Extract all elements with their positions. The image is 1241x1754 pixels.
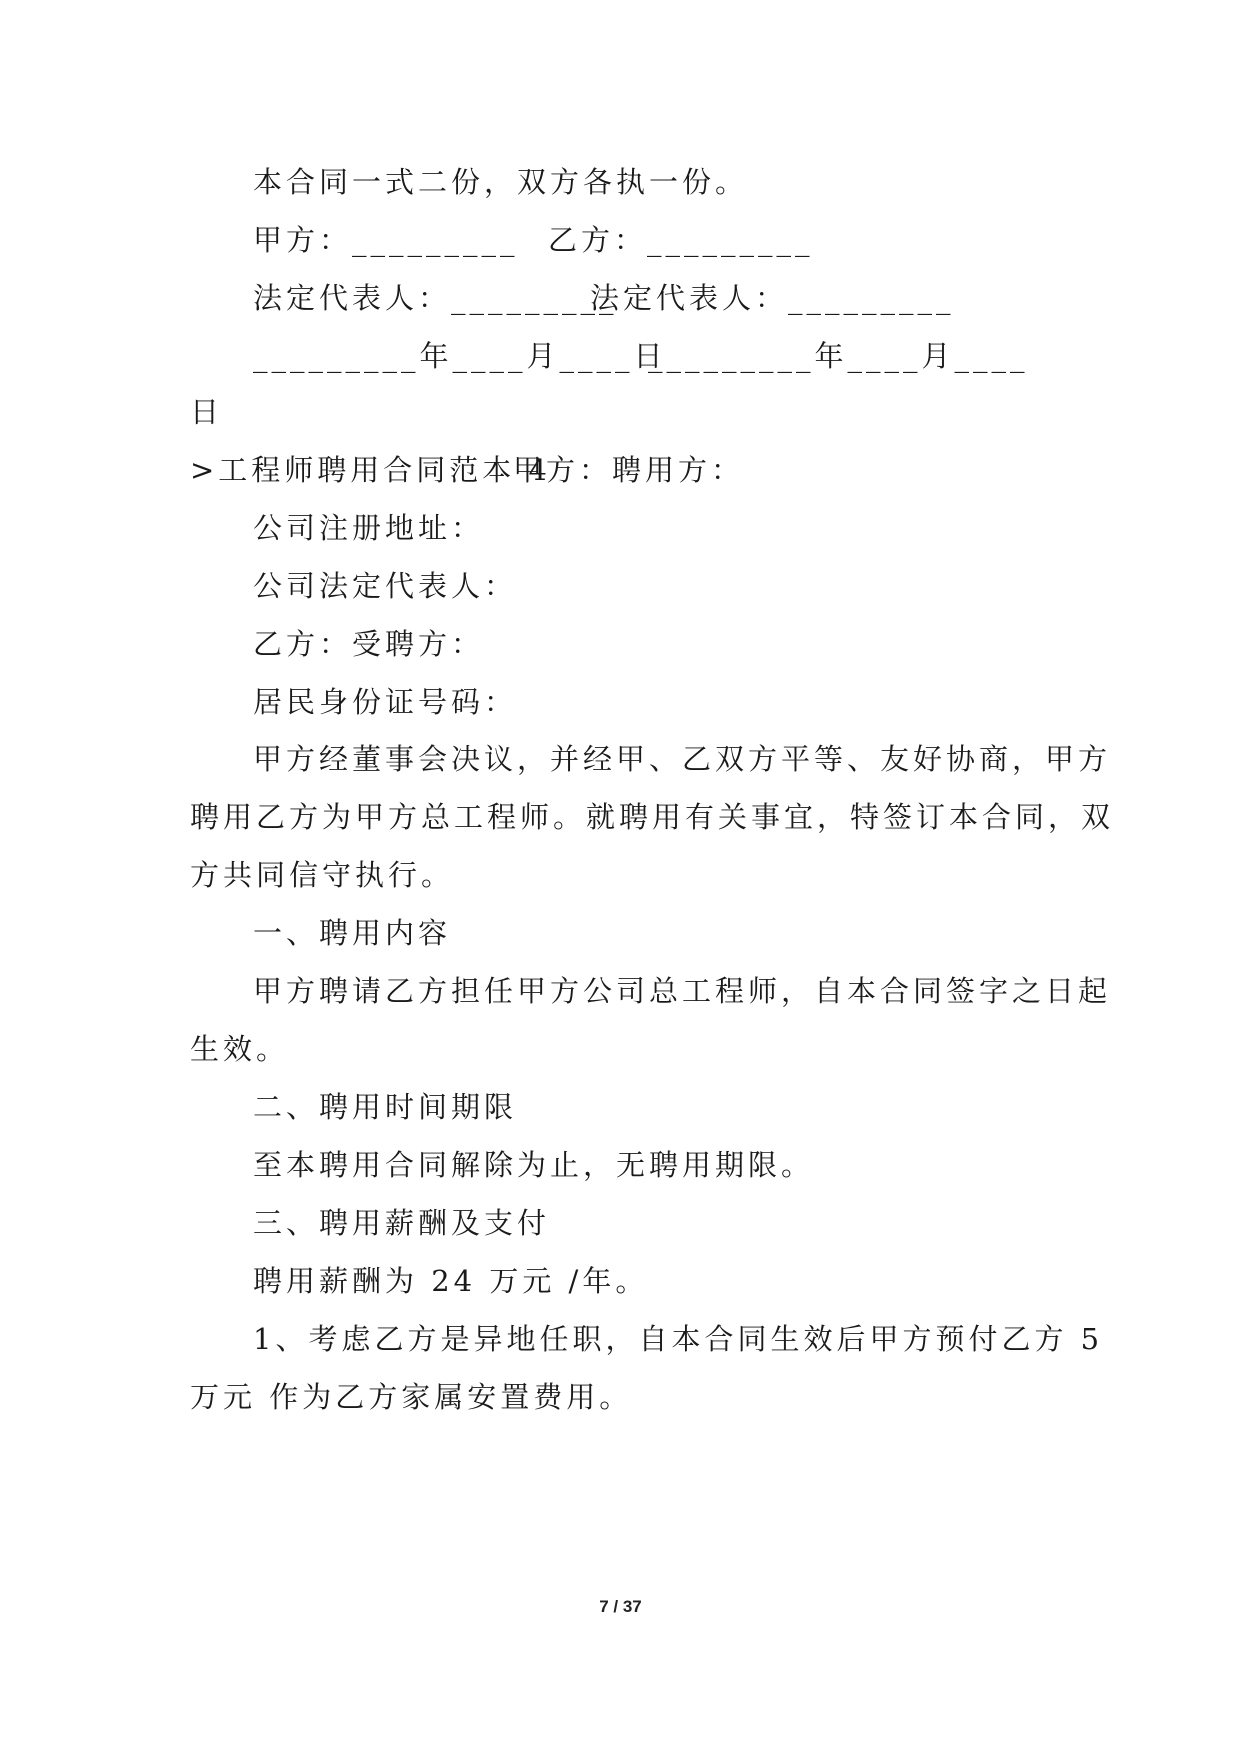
preamble-line-3: 方共同信守执行。: [190, 858, 455, 892]
clause-3-heading: 三、聘用薪酬及支付: [253, 1206, 551, 1240]
clause-2-heading: 二、聘用时间期限: [253, 1090, 518, 1124]
company-representative-label: 公司法定代表人：: [253, 569, 518, 603]
clause-3-item-1-line-1: 1、考虑乙方是异地任职，自本合同生效后甲方预付乙方 5: [253, 1322, 1104, 1356]
party-b-signature-field: 乙方：_________: [548, 223, 814, 257]
preamble-line-2: 聘用乙方为甲方总工程师。就聘用有关事宜，特签订本合同，双: [190, 800, 1115, 834]
party-b-representative-field: 法定代表人：_________: [590, 281, 955, 315]
party-a-representative-field: 法定代表人：_________: [253, 281, 618, 315]
clause-1-heading: 一、聘用内容: [253, 916, 452, 950]
clause-1-text-line-2: 生效。: [190, 1032, 290, 1066]
id-number-label: 居民身份证号码：: [253, 685, 518, 719]
clause-1-text-line-1: 甲方聘请乙方担任甲方公司总工程师，自本合同签字之日起: [253, 974, 1112, 1008]
party-b-date-day: 日: [190, 395, 224, 429]
section-heading: >工程师聘用合同范本 4: [190, 453, 551, 487]
party-b-date-field: _________年____月____: [648, 339, 1029, 373]
clause-2-text: 至本聘用合同解除为止，无聘用期限。: [253, 1148, 815, 1182]
clause-3-salary: 聘用薪酬为 24 万元 /年。: [253, 1264, 649, 1298]
party-b-employee-label: 乙方：受聘方：: [253, 627, 485, 661]
company-address-label: 公司注册地址：: [253, 511, 485, 545]
preamble-line-1: 甲方经董事会决议，并经甲、乙双方平等、友好协商，甲方: [253, 742, 1112, 776]
party-a-employer-label: 甲方：聘用方：: [513, 453, 745, 487]
copies-clause: 本合同一式二份，双方各执一份。: [253, 165, 749, 199]
party-a-date-field: _________年____月____日: [253, 339, 667, 373]
page-number: 7 / 37: [599, 1597, 642, 1616]
party-a-signature-field: 甲方：_________: [253, 223, 519, 257]
clause-3-item-1-line-2: 万元 作为乙方家属安置费用。: [190, 1380, 633, 1414]
